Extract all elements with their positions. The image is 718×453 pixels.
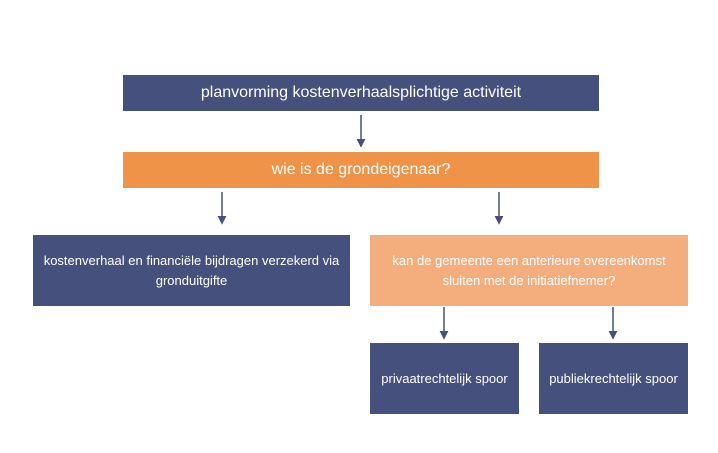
box-privaatrechtelijk (370, 343, 519, 414)
box-publiekrechtelijk (539, 343, 688, 414)
box-anterieure-overeenkomst (370, 235, 688, 306)
box-privaatrechtelijk-label: privaatrechtelijk spoor (381, 370, 508, 386)
box-planvorming-label: planvorming kostenverhaalsplichtige activiteit (200, 84, 522, 101)
box-publiekrechtelijk-label: publiekrechtelijk spoor (549, 370, 678, 386)
box-grondeigenaar-label: wie is de grondeigenaar? (271, 161, 451, 178)
box-gronduitgifte-label: kostenverhaal en financiële bijdragen verzekerd via gronduitgifte (43, 252, 340, 288)
box-gronduitgifte (33, 235, 350, 306)
box-grondeigenaar-question (123, 152, 599, 188)
box-anterieure-label: kan de gemeente een anterieure overeenkomst sluiten met de initiatiefnemer? (392, 252, 666, 288)
box-planvorming (123, 75, 599, 111)
